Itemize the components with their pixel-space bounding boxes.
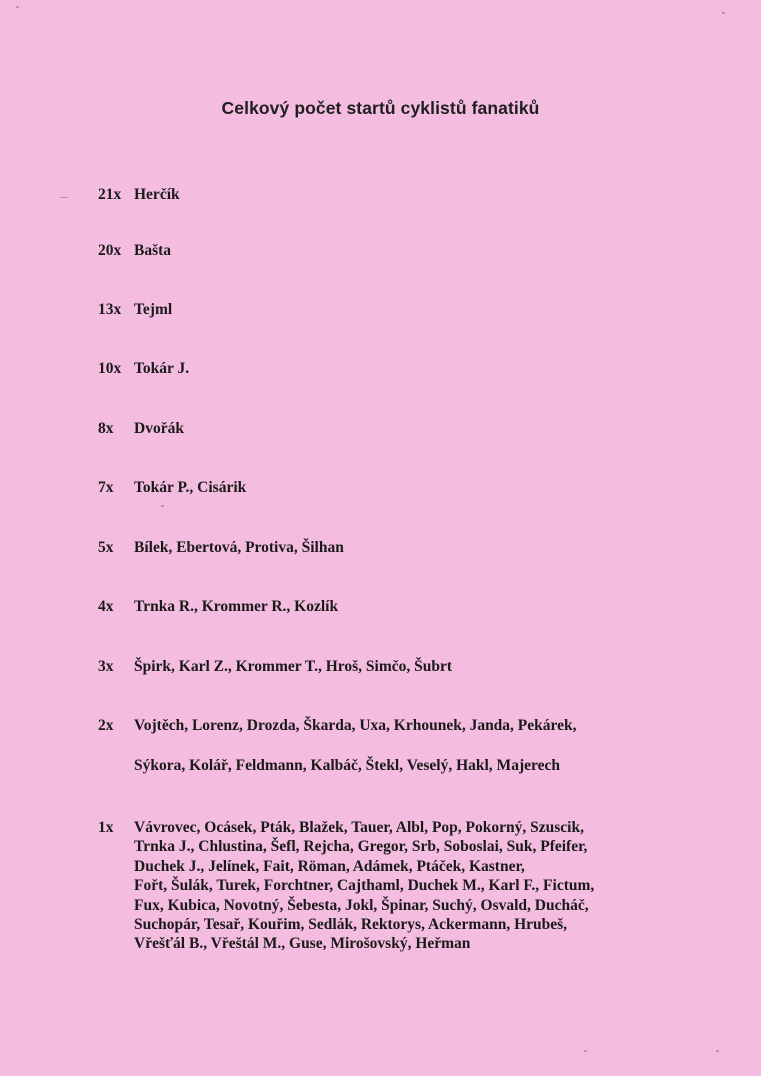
page-title: Celkový počet startů cyklistů fanatiků (221, 98, 540, 118)
names-line: Duchek J., Jelínek, Fait, Röman, Adámek, Ptáček, Kastner, (134, 857, 525, 875)
names-line: Fux, Kubica, Novotný, Šebesta, Jokl, Špinar, Suchý, Osvald, Ducháč, (134, 896, 589, 914)
paper-speck (716, 1050, 719, 1052)
names-line: Trnka J., Chlustina, Šefl, Rejcha, Gregor, Srb, Soboslai, Suk, Pfeifer, (134, 838, 588, 856)
rider-names: Tejml (134, 301, 173, 318)
start-count: 3x (98, 658, 114, 675)
start-count: 8x (98, 420, 114, 437)
start-count: 21x (98, 186, 122, 203)
names-line: Vřešťál B., Vřeštál M., Guse, Mirošovský, Heřman (134, 935, 471, 953)
rider-names: Tokár P., Cisárik (134, 479, 247, 496)
paper-speck (60, 197, 68, 198)
start-count: 1x (98, 819, 114, 836)
start-count: 4x (98, 598, 114, 615)
rider-names (134, 818, 594, 954)
start-count: 20x (98, 242, 122, 259)
names-line: Suchopár, Tesař, Kouřim, Sedlák, Rektorys, Ackermann, Hrubeš, (134, 916, 568, 934)
rider-names: Špirk, Karl Z., Krommer T., Hroš, Simčo, Šubrt (134, 658, 453, 675)
rider-names: Herčík (134, 186, 180, 203)
start-count: 2x (98, 717, 114, 734)
rider-names: Bílek, Ebertová, Protiva, Šilhan (134, 539, 344, 556)
rider-names: Dvořák (134, 420, 184, 437)
paper-speck (16, 6, 19, 8)
rider-names: Vojtěch, Lorenz, Drozda, Škarda, Uxa, Krhounek, Janda, Pekárek, (134, 717, 577, 734)
names-line: Fořt, Šulák, Turek, Forchtner, Cajthaml, Duchek M., Karl F., Fictum, (134, 877, 595, 895)
rider-names: Bašta (134, 242, 172, 259)
start-count: 13x (98, 301, 122, 318)
start-count: 7x (98, 479, 114, 496)
names-line: Vávrovec, Ocásek, Pták, Blažek, Tauer, Albl, Pop, Pokorný, Szuscik, (134, 819, 584, 836)
paper-speck (161, 505, 164, 507)
paper-speck (584, 1050, 587, 1052)
rider-names: Trnka R., Krommer R., Kozlík (134, 598, 339, 615)
rider-names: Tokár J. (134, 360, 190, 377)
start-count: 10x (98, 360, 122, 377)
start-count: 5x (98, 539, 114, 556)
paper-speck (722, 12, 725, 14)
rider-names: Sýkora, Kolář, Feldmann, Kalbáč, Štekl, Veselý, Hakl, Majerech (134, 757, 560, 774)
